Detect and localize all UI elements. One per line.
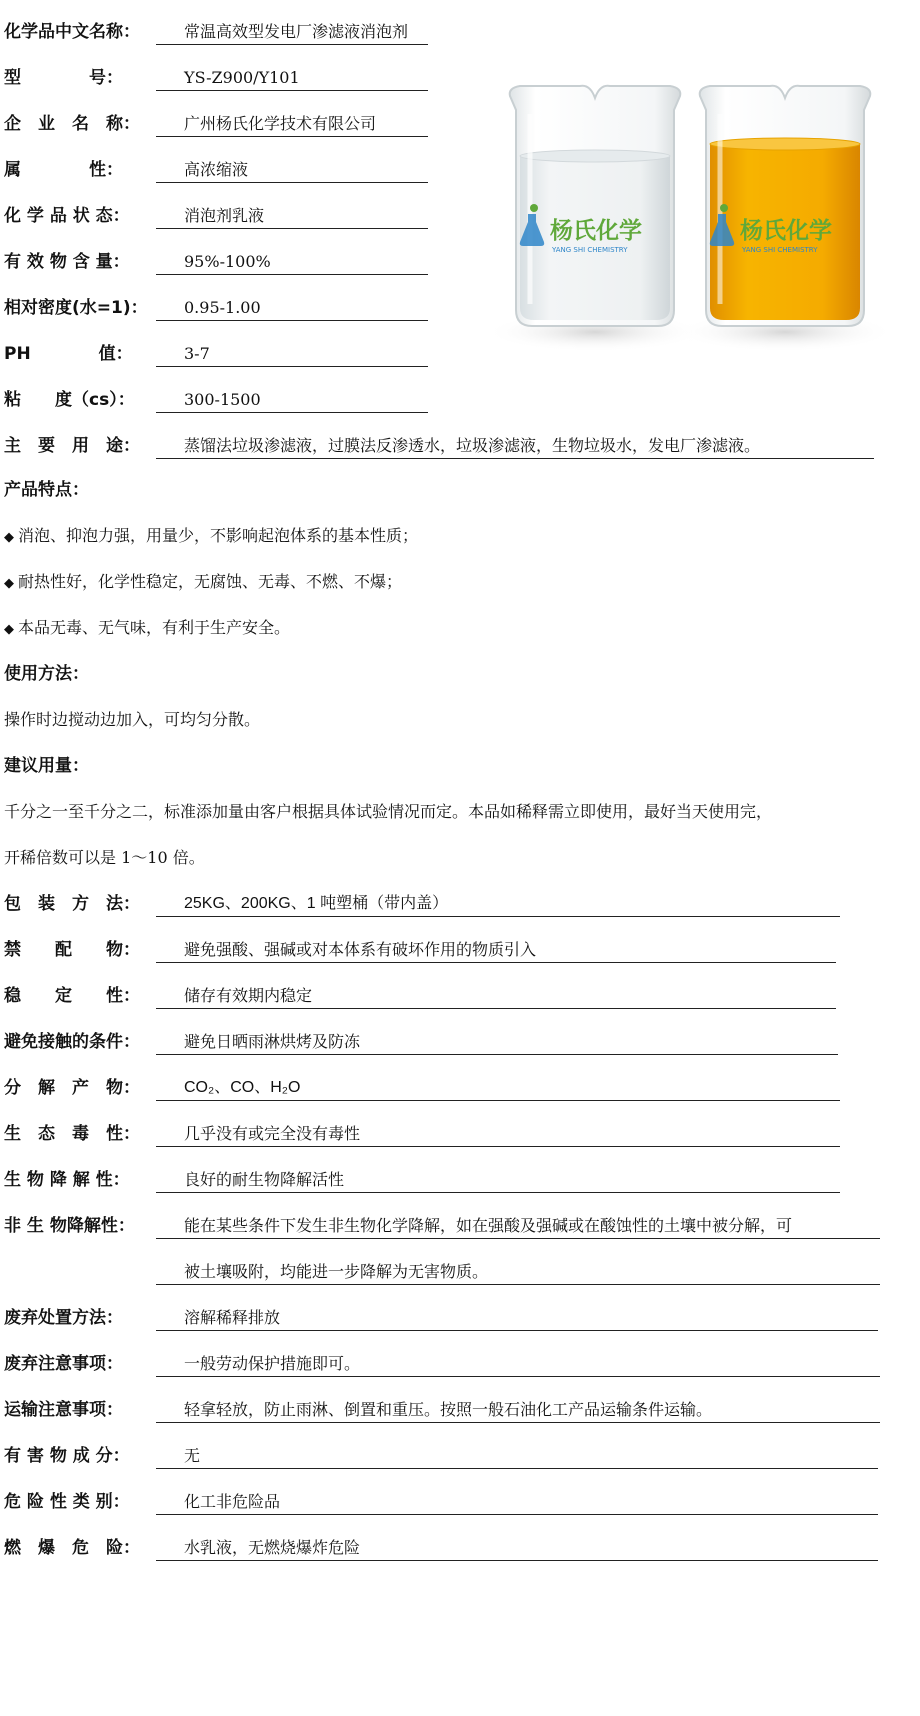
dosage-text-line1: 千分之一至千分之二，标准添加量由客户根据具体试验情况而定。本品如稀释需立即使用，最好当天使用完， <box>4 802 773 821</box>
spec-label: 废弃注意事项： <box>4 1354 123 1374</box>
feature-text: 耐热性好，化学性稳定，无腐蚀、无毒、不燃、不爆； <box>18 572 403 591</box>
spec-label: 非 生 物降解性： <box>4 1216 135 1236</box>
bullet-icon: ◆ <box>4 530 14 545</box>
spec-value: 消泡剂乳液 <box>156 202 428 229</box>
spec-value: 无 <box>156 1442 878 1469</box>
spec-value: 避免强酸、强碱或对本体系有破坏作用的物质引入 <box>156 936 836 963</box>
spec-value: 95%-100% <box>156 248 428 275</box>
brand-name-cn: 杨氏化学 <box>740 218 832 244</box>
feature-item <box>4 522 418 552</box>
spec-value: 良好的耐生物降解活性 <box>156 1166 840 1193</box>
spec-label: 危 险 性 类 别： <box>4 1492 130 1512</box>
beakers-illustration <box>490 74 890 364</box>
beaker-clear <box>510 86 681 326</box>
spec-label: 燃 爆 危 险： <box>4 1538 140 1558</box>
spec-label: 禁 配 物： <box>4 940 140 960</box>
spec-label: 有 效 物 含 量： <box>4 252 130 272</box>
spec-label: 分 解 产 物： <box>4 1078 140 1098</box>
spec-label: 型 号： <box>4 68 123 88</box>
spec-label: 生 物 降 解 性： <box>4 1170 130 1190</box>
bullet-icon: ◆ <box>4 576 14 591</box>
dosage-heading: 建议用量： <box>4 756 89 776</box>
spec-label: 有 害 物 成 分： <box>4 1446 130 1466</box>
spec-value: 几乎没有或完全没有毒性 <box>156 1120 840 1147</box>
spec-value-continuation: 被土壤吸附，均能进一步降解为无害物质。 <box>156 1258 880 1285</box>
spec-value: 水乳液，无燃烧爆炸危险 <box>156 1534 878 1561</box>
product-image <box>490 74 890 364</box>
dosage-text-line2: 开稀倍数可以是 1～10 倍。 <box>4 848 205 867</box>
spec-label: 运输注意事项： <box>4 1400 123 1420</box>
spec-value: 储存有效期内稳定 <box>156 982 836 1009</box>
spec-label: 废弃处置方法： <box>4 1308 123 1328</box>
spec-value: 3-7 <box>156 340 428 367</box>
brand-name-cn: 杨氏化学 <box>550 218 642 244</box>
spec-label: 属 性： <box>4 160 123 180</box>
spec-value: 蒸馏法垃圾渗滤液，过膜法反渗透水，垃圾渗滤液，生物垃圾水，发电厂渗滤液。 <box>156 432 874 459</box>
spec-value: 高浓缩液 <box>156 156 428 183</box>
spec-value: 0.95-1.00 <box>156 294 428 321</box>
spec-value: 300-1500 <box>156 386 428 413</box>
usage-text: 操作时边搅动边加入，可均匀分散。 <box>4 710 261 729</box>
spec-value: 25KG、200KG、1 吨塑桶（带内盖） <box>156 890 840 917</box>
beaker-yellow <box>700 86 871 326</box>
feature-text: 本品无毒、无气味，有利于生产安全。 <box>18 618 291 637</box>
spec-value: 常温高效型发电厂渗滤液消泡剂 <box>156 18 428 45</box>
spec-value: 广州杨氏化学技术有限公司 <box>156 110 428 137</box>
spec-value: 避免日晒雨淋烘烤及防冻 <box>156 1028 838 1055</box>
spec-label: PH 值： <box>4 344 133 364</box>
bullet-icon: ◆ <box>4 622 14 637</box>
feature-text: 消泡、抑泡力强，用量少，不影响起泡体系的基本性质； <box>18 526 419 545</box>
spec-value: 一般劳动保护措施即可。 <box>156 1350 880 1377</box>
usage-heading: 使用方法： <box>4 664 89 684</box>
spec-label: 化 学 品 状 态： <box>4 206 130 226</box>
spec-value: 化工非危险品 <box>156 1488 878 1515</box>
spec-label: 包 装 方 法： <box>4 894 140 914</box>
feature-item <box>4 614 290 644</box>
spec-label: 生 态 毒 性： <box>4 1124 140 1144</box>
spec-label: 化学品中文名称： <box>4 22 140 42</box>
spec-label: 稳 定 性： <box>4 986 140 1006</box>
spec-label: 主 要 用 途： <box>4 436 140 456</box>
spec-label: 相对密度(水=1)： <box>4 298 148 318</box>
feature-item <box>4 568 402 598</box>
spec-value: 溶解稀释排放 <box>156 1304 878 1331</box>
brand-name-en: YANG SHI CHEMISTRY <box>552 246 628 254</box>
spec-label: 粘 度（cs）： <box>4 390 135 410</box>
spec-value: 轻拿轻放，防止雨淋、倒置和重压。按照一般石油化工产品运输条件运输。 <box>156 1396 880 1423</box>
spec-label: 企 业 名 称： <box>4 114 140 134</box>
features-heading: 产品特点： <box>4 480 89 500</box>
spec-label: 避免接触的条件： <box>4 1032 140 1052</box>
spec-value: 能在某些条件下发生非生物化学降解，如在强酸及强碱或在酸蚀性的土壤中被分解，可 <box>156 1212 880 1239</box>
brand-name-en: YANG SHI CHEMISTRY <box>742 246 818 254</box>
spec-value: YS-Z900/Y101 <box>156 64 428 91</box>
spec-value: CO₂、CO、H₂O <box>156 1074 840 1101</box>
